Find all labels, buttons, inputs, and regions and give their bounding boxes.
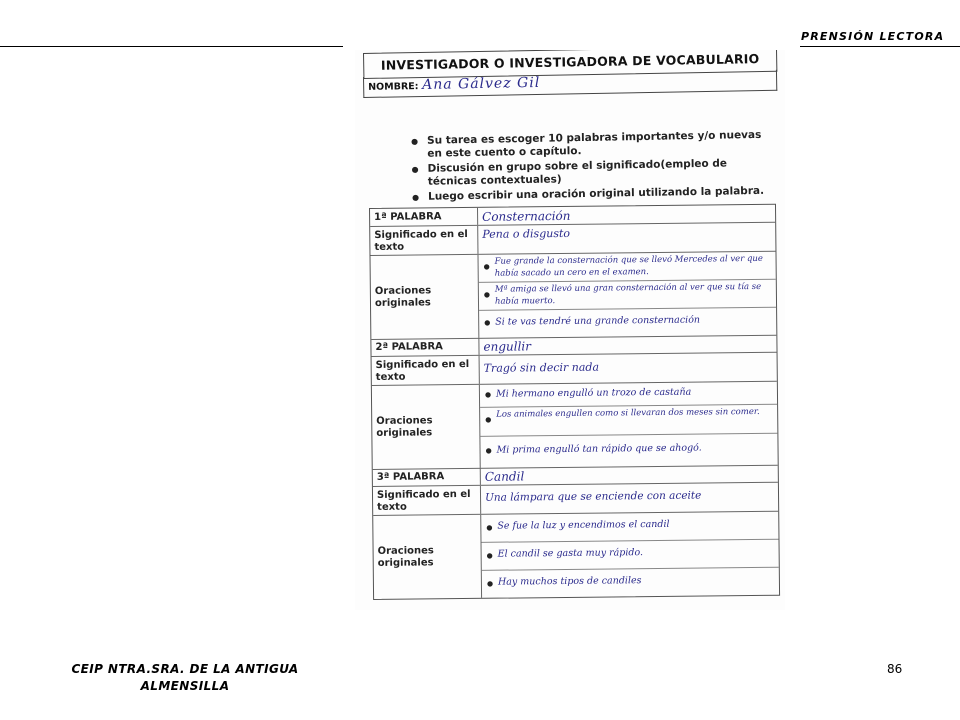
sentence-text: Mª amiga se llevó una gran consternación al ver que su tía se había muerto. <box>494 281 762 307</box>
sentences-row <box>371 252 777 340</box>
sentences-label: Oraciones originales <box>373 515 482 599</box>
sentences-row <box>373 512 779 599</box>
sentences-row <box>372 382 778 470</box>
meaning-row <box>372 353 777 386</box>
sentence-text: Los animales engullen como si llevaran dos meses sin comer. <box>496 406 760 420</box>
bullet-icon: ● <box>486 551 493 560</box>
student-name: Ana Gálvez Gil <box>422 74 541 93</box>
name-label: NOMBRE: <box>368 81 419 93</box>
sentences-label: Oraciones originales <box>371 255 480 339</box>
meaning-value: Tragó sin decir nada <box>483 360 600 375</box>
instruction-item: ● Su tarea es escoger 10 palabras importantes y/o nuevas en este cuento o capítulo. <box>411 129 771 161</box>
sentence-line <box>482 540 779 571</box>
sentence-text: Se fue la luz y encendimos el candil <box>497 518 670 532</box>
instruction-item: ● Discusión en grupo sobre el significado(empleo de técnicas contextuales) <box>411 157 771 189</box>
sentence-text: Mi hermano engulló un trozo de castaña <box>495 386 692 400</box>
vocabulary-table <box>369 204 780 600</box>
sentence-line <box>482 568 779 598</box>
sentence-text: Mi prima engulló tan rápido que se ahogó. <box>496 442 702 456</box>
meaning-row <box>370 223 775 256</box>
sentences-cell <box>478 252 776 338</box>
bullet-icon: ● <box>486 523 493 532</box>
footer-school-town: ALMENSILLA <box>140 679 230 693</box>
bullet-icon: ● <box>483 290 491 299</box>
sentence-line <box>481 512 778 543</box>
meaning-label: Significado en el texto <box>373 486 481 515</box>
word-value: Consternación <box>482 208 571 224</box>
meaning-label: Significado en el texto <box>372 356 480 385</box>
sentences-cell <box>480 382 778 468</box>
meaning-label: Significado en el texto <box>370 226 478 255</box>
sentence-line <box>480 434 777 468</box>
instruction-item: ● Luego escribir una oración original utilizando la palabra. <box>412 185 772 204</box>
meaning-row <box>373 483 778 516</box>
meaning-value: Pena o disgusto <box>482 226 571 241</box>
word-label: 2ª PALABRA <box>371 338 479 356</box>
word-block-3 <box>373 465 779 599</box>
word-value: Candil <box>484 469 525 484</box>
word-label: 1ª PALABRA <box>370 208 478 226</box>
bullet-icon: ● <box>486 579 494 588</box>
bullet-icon: ● <box>485 415 492 424</box>
scanned-worksheet <box>355 50 785 610</box>
word-block-1 <box>370 205 776 339</box>
word-block-2 <box>371 335 777 469</box>
bullet-icon: ● <box>484 318 491 327</box>
header-rule-left <box>0 46 343 47</box>
footer-school <box>55 661 315 695</box>
header-rule-right <box>800 46 960 47</box>
word-label: 3ª PALABRA <box>373 468 481 486</box>
sentences-label: Oraciones originales <box>372 385 481 469</box>
sentence-text: Hay muchos tipos de candiles <box>497 575 642 588</box>
page-number: 86 <box>887 662 903 676</box>
word-value: engullir <box>483 339 532 354</box>
sentence-line <box>480 382 777 408</box>
bullet-icon: ● <box>483 262 490 271</box>
footer-school-name: CEIP NTRA.SRA. DE LA ANTIGUA <box>71 662 299 676</box>
sentence-line <box>479 308 776 338</box>
instructions-list <box>411 129 772 206</box>
sentence-text: Si te vas tendré una grande consternación <box>495 314 701 328</box>
header-section-title: PRENSIÓN LECTORA <box>801 30 945 43</box>
bullet-icon: ● <box>485 446 492 455</box>
sentence-line <box>480 405 777 437</box>
meaning-value: Una lámpara que se enciende con aceite <box>484 489 702 504</box>
bullet-icon: ● <box>484 390 492 399</box>
worksheet-title: INVESTIGADOR O INVESTIGADORA DE VOCABULARIO <box>380 51 760 73</box>
sentence-text: Fue grande la consternación que se llevó Mercedes al ver que había sacado un cero en el examen. <box>494 253 763 279</box>
sentence-line <box>478 252 775 283</box>
sentences-cell <box>481 512 779 598</box>
sentence-text: El candil se gasta muy rápido. <box>497 547 644 560</box>
sentence-line <box>479 280 776 311</box>
